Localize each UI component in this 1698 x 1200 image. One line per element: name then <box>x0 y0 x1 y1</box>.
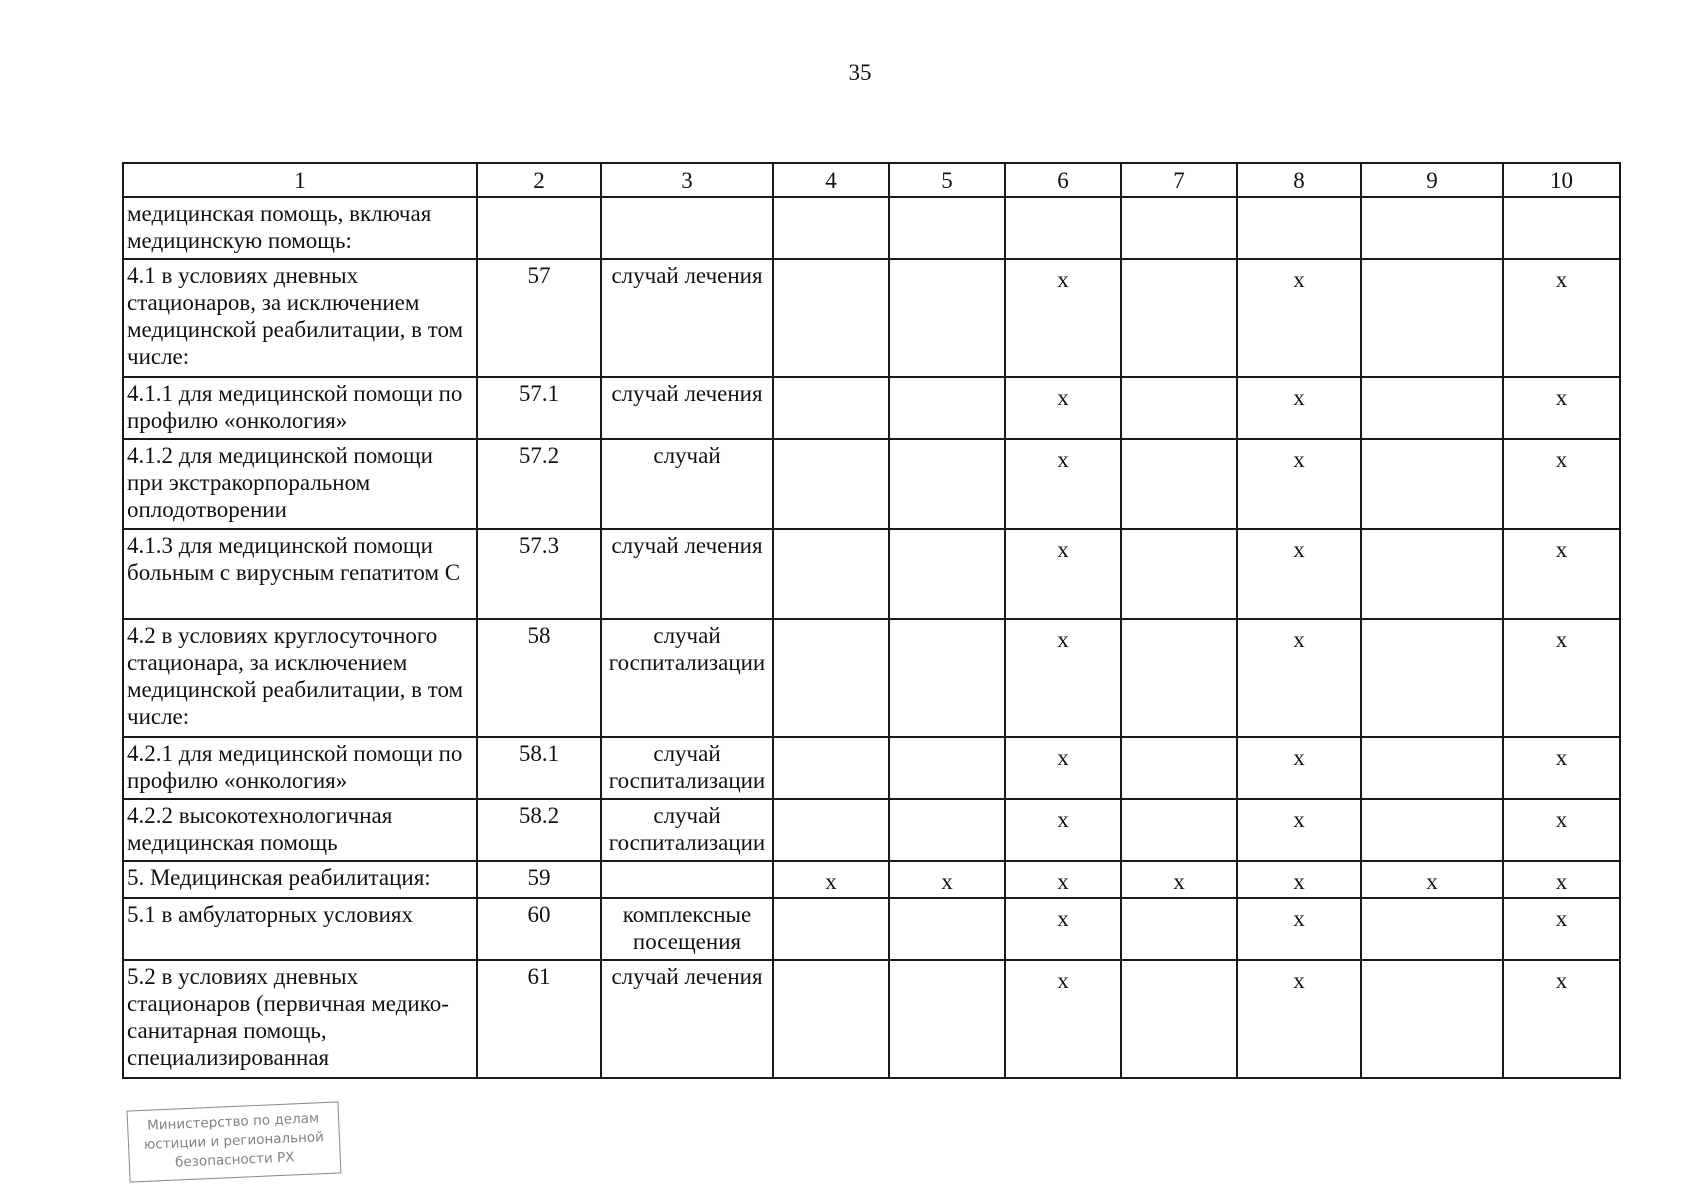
row-cell <box>1121 898 1237 960</box>
row-cell: х <box>1237 861 1361 898</box>
table-row <box>123 799 1620 861</box>
row-cell <box>1361 960 1503 1078</box>
page-number: 35 <box>848 60 872 85</box>
row-name: 4.2.2 высокотехнологичная медицинская помощь <box>123 799 477 861</box>
row-cell: х <box>1503 960 1620 1078</box>
row-cell <box>1121 377 1237 439</box>
row-cell <box>889 737 1005 799</box>
row-cell: х <box>1005 529 1121 619</box>
table-row <box>123 898 1620 960</box>
row-code: 57.2 <box>477 439 601 529</box>
table-row <box>123 737 1620 799</box>
row-cell: х <box>1005 377 1121 439</box>
row-cell <box>1121 619 1237 737</box>
row-cell <box>1121 799 1237 861</box>
row-unit: случай <box>601 439 773 529</box>
row-cell <box>1361 197 1503 259</box>
row-cell <box>1361 377 1503 439</box>
row-cell: х <box>1005 737 1121 799</box>
row-cell <box>1121 737 1237 799</box>
row-cell <box>889 259 1005 377</box>
table-row <box>123 439 1620 529</box>
row-cell: х <box>1237 377 1361 439</box>
table-row <box>123 197 1620 259</box>
row-cell: х <box>1503 799 1620 861</box>
table-row <box>123 960 1620 1078</box>
column-header: 5 <box>889 163 1005 197</box>
row-code: 57.1 <box>477 377 601 439</box>
row-unit <box>601 197 773 259</box>
row-unit: случай госпитализации <box>601 737 773 799</box>
row-cell <box>773 799 889 861</box>
row-cell: х <box>1121 861 1237 898</box>
row-cell <box>1121 439 1237 529</box>
row-cell: х <box>1005 861 1121 898</box>
column-header: 2 <box>477 163 601 197</box>
row-cell <box>773 619 889 737</box>
row-cell <box>773 898 889 960</box>
row-name: 5.2 в условиях дневных стационаров (первичная медико-санитарная помощь, специализированная <box>123 960 477 1078</box>
row-name: 4.2 в условиях круглосуточного стационара, за исключением медицинской реабилитации, в том числе: <box>123 619 477 737</box>
column-header: 7 <box>1121 163 1237 197</box>
row-cell <box>1237 197 1361 259</box>
row-cell: х <box>1005 259 1121 377</box>
row-unit <box>601 861 773 898</box>
row-cell: х <box>1237 799 1361 861</box>
ministry-stamp <box>127 1101 342 1182</box>
column-header: 3 <box>601 163 773 197</box>
row-cell <box>773 737 889 799</box>
row-unit: случай лечения <box>601 259 773 377</box>
row-cell <box>889 960 1005 1078</box>
row-cell <box>1361 259 1503 377</box>
row-code <box>477 197 601 259</box>
row-cell: х <box>1503 259 1620 377</box>
row-cell: х <box>1237 737 1361 799</box>
row-cell <box>1121 960 1237 1078</box>
row-cell: х <box>773 861 889 898</box>
stamp-line: Министерство по делам <box>146 1110 320 1134</box>
document-table <box>122 162 1621 1079</box>
row-cell <box>1361 619 1503 737</box>
column-header: 1 <box>123 163 477 197</box>
row-cell: х <box>1503 439 1620 529</box>
row-name: 4.1.2 для медицинской помощи при экстракорпоральном оплодотворении <box>123 439 477 529</box>
row-cell: х <box>889 861 1005 898</box>
table-header-row <box>123 163 1620 197</box>
table-row <box>123 259 1620 377</box>
table-row <box>123 529 1620 619</box>
column-header: 10 <box>1503 163 1620 197</box>
row-name: медицинская помощь, включая медицинскую помощь: <box>123 197 477 259</box>
row-code: 57 <box>477 259 601 377</box>
column-header: 8 <box>1237 163 1361 197</box>
row-cell: х <box>1361 861 1503 898</box>
row-cell <box>773 960 889 1078</box>
row-cell: х <box>1005 619 1121 737</box>
row-cell: х <box>1005 439 1121 529</box>
row-cell: х <box>1503 377 1620 439</box>
row-cell <box>889 377 1005 439</box>
row-cell: х <box>1005 960 1121 1078</box>
row-code: 59 <box>477 861 601 898</box>
row-cell: х <box>1237 259 1361 377</box>
row-cell <box>1121 529 1237 619</box>
row-cell <box>1361 898 1503 960</box>
row-cell: х <box>1503 619 1620 737</box>
row-unit: комплексные посещения <box>601 898 773 960</box>
row-cell <box>1005 197 1121 259</box>
row-name: 4.1 в условиях дневных стационаров, за исключением медицинской реабилитации, в том числе: <box>123 259 477 377</box>
row-name: 4.2.1 для медицинской помощи по профилю «онкология» <box>123 737 477 799</box>
row-cell: х <box>1503 861 1620 898</box>
row-cell <box>889 799 1005 861</box>
row-name: 5.1 в амбулаторных условиях <box>123 898 477 960</box>
row-cell: х <box>1237 439 1361 529</box>
row-cell: х <box>1237 960 1361 1078</box>
row-cell <box>1503 197 1620 259</box>
row-code: 58.1 <box>477 737 601 799</box>
row-cell <box>773 197 889 259</box>
column-header: 9 <box>1361 163 1503 197</box>
column-header: 4 <box>773 163 889 197</box>
row-cell <box>889 197 1005 259</box>
row-code: 61 <box>477 960 601 1078</box>
row-cell <box>889 619 1005 737</box>
row-cell <box>773 439 889 529</box>
row-cell: х <box>1005 799 1121 861</box>
stamp-line: безопасности РХ <box>174 1149 295 1171</box>
column-header: 6 <box>1005 163 1121 197</box>
row-cell <box>773 529 889 619</box>
row-cell <box>889 898 1005 960</box>
row-cell <box>1121 197 1237 259</box>
table-row <box>123 861 1620 898</box>
table-row <box>123 377 1620 439</box>
row-cell <box>773 377 889 439</box>
row-cell <box>1361 737 1503 799</box>
row-name: 4.1.3 для медицинской помощи больным с вирусным гепатитом С <box>123 529 477 619</box>
row-cell: х <box>1237 898 1361 960</box>
row-name: 4.1.1 для медицинской помощи по профилю «онкология» <box>123 377 477 439</box>
row-cell: х <box>1503 737 1620 799</box>
row-unit: случай госпитализации <box>601 619 773 737</box>
row-unit: случай лечения <box>601 377 773 439</box>
row-unit: случай госпитализации <box>601 799 773 861</box>
row-unit: случай лечения <box>601 529 773 619</box>
table-row <box>123 619 1620 737</box>
row-code: 58.2 <box>477 799 601 861</box>
row-cell <box>773 259 889 377</box>
row-cell: х <box>1503 898 1620 960</box>
stamp-line: юстиции и региональной <box>143 1129 325 1153</box>
row-name: 5. Медицинская реабилитация: <box>123 861 477 898</box>
row-cell: х <box>1005 898 1121 960</box>
row-cell <box>1121 259 1237 377</box>
row-cell: х <box>1237 529 1361 619</box>
row-code: 58 <box>477 619 601 737</box>
row-cell: х <box>1503 529 1620 619</box>
row-cell <box>889 439 1005 529</box>
row-cell <box>1361 529 1503 619</box>
row-cell: х <box>1237 619 1361 737</box>
row-cell <box>1361 799 1503 861</box>
row-code: 57.3 <box>477 529 601 619</box>
row-cell <box>1361 439 1503 529</box>
row-code: 60 <box>477 898 601 960</box>
row-unit: случай лечения <box>601 960 773 1078</box>
row-cell <box>889 529 1005 619</box>
